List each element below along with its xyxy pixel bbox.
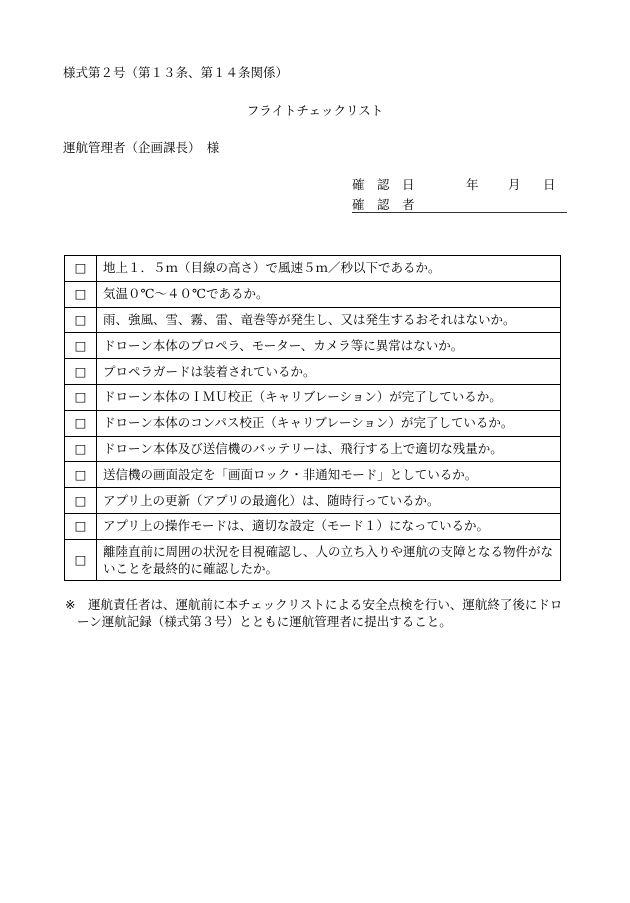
- footnote-line: ーン運航記録（様式第３号）とともに運航管理者に提出すること。: [77, 614, 452, 629]
- month-label: 月: [508, 177, 521, 192]
- empty-checkbox-icon: □: [65, 513, 97, 539]
- empty-checkbox-icon: □: [65, 281, 97, 307]
- empty-checkbox-icon: □: [65, 333, 97, 359]
- empty-checkbox-icon: □: [65, 410, 97, 436]
- checklist-item-text: 離陸直前に周囲の状況を目視確認し、人の立ち入りや運航の支障となる物件がな いことを最終的に確認したか。: [97, 539, 561, 580]
- document-title: フライトチェックリスト: [246, 103, 384, 118]
- empty-checkbox-icon: □: [65, 488, 97, 514]
- empty-checkbox-icon: □: [65, 462, 97, 488]
- empty-checkbox-icon: □: [65, 307, 97, 333]
- footnote-line: 運航責任者は、運航前に本チェックリストによる安全点検を行い、運航終了後にドロ: [88, 597, 563, 612]
- checklist-item-text: 雨、強風、雪、霧、雷、竜巻等が発生し、又は発生するおそれはないか。: [97, 307, 561, 333]
- checklist-row: [65, 488, 561, 514]
- checklist-row: [65, 513, 561, 539]
- checklist-item-text: 地上１．５ｍ（目線の高さ）で風速５ｍ／秒以下であるか。: [97, 256, 561, 282]
- checklist-item-text: 送信機の画面設定を「画面ロック・非通知モード」としているか。: [97, 462, 561, 488]
- checklist-item-text: ドローン本体及び送信機のバッテリーは、飛行する上で適切な残量か。: [97, 436, 561, 462]
- addressee: 運航管理者（企画課長） 様: [63, 140, 220, 155]
- empty-checkbox-icon: □: [65, 436, 97, 462]
- day-label: 日: [543, 177, 556, 192]
- checklist-row: [65, 539, 561, 580]
- checklist-item-text: 気温０℃～４０℃であるか。: [97, 281, 561, 307]
- empty-checkbox-icon: □: [65, 539, 97, 580]
- checklist-row: [65, 307, 561, 333]
- checklist-item-text: ドローン本体のコンパス校正（キャリブレーション）が完了しているか。: [97, 410, 561, 436]
- checklist-row: [65, 410, 561, 436]
- checklist-row: [65, 256, 561, 282]
- checklist-row: [65, 462, 561, 488]
- confirmation-date-label: 確 認 日: [352, 177, 415, 192]
- checklist-row: [65, 281, 561, 307]
- checklist-row: [65, 333, 561, 359]
- checklist-item-text: アプリ上の更新（アプリの最適化）は、随時行っているか。: [97, 488, 561, 514]
- checklist-row: [65, 436, 561, 462]
- checklist-item-text: ドローン本体のＩＭＵ校正（キャリブレーション）が完了しているか。: [97, 384, 561, 410]
- checklist-item-text: ドローン本体のプロペラ、モーター、カメラ等に異常はないか。: [97, 333, 561, 359]
- checklist-row: [65, 359, 561, 385]
- checklist-item-text: プロペラガードは装着されているか。: [97, 359, 561, 385]
- confirmer-label: 確 認 者: [352, 197, 415, 212]
- empty-checkbox-icon: □: [65, 256, 97, 282]
- checklist-item-text: アプリ上の操作モードは、適切な設定（モード１）になっているか。: [97, 513, 561, 539]
- year-label: 年: [466, 177, 479, 192]
- flight-checklist-table: [64, 255, 561, 581]
- empty-checkbox-icon: □: [65, 359, 97, 385]
- checklist-row: [65, 384, 561, 410]
- form-reference: 様式第２号（第１３条、第１４条関係）: [63, 65, 289, 80]
- confirmer-signature-line: [352, 197, 567, 213]
- empty-checkbox-icon: □: [65, 384, 97, 410]
- footnote-marker: ※: [65, 597, 76, 612]
